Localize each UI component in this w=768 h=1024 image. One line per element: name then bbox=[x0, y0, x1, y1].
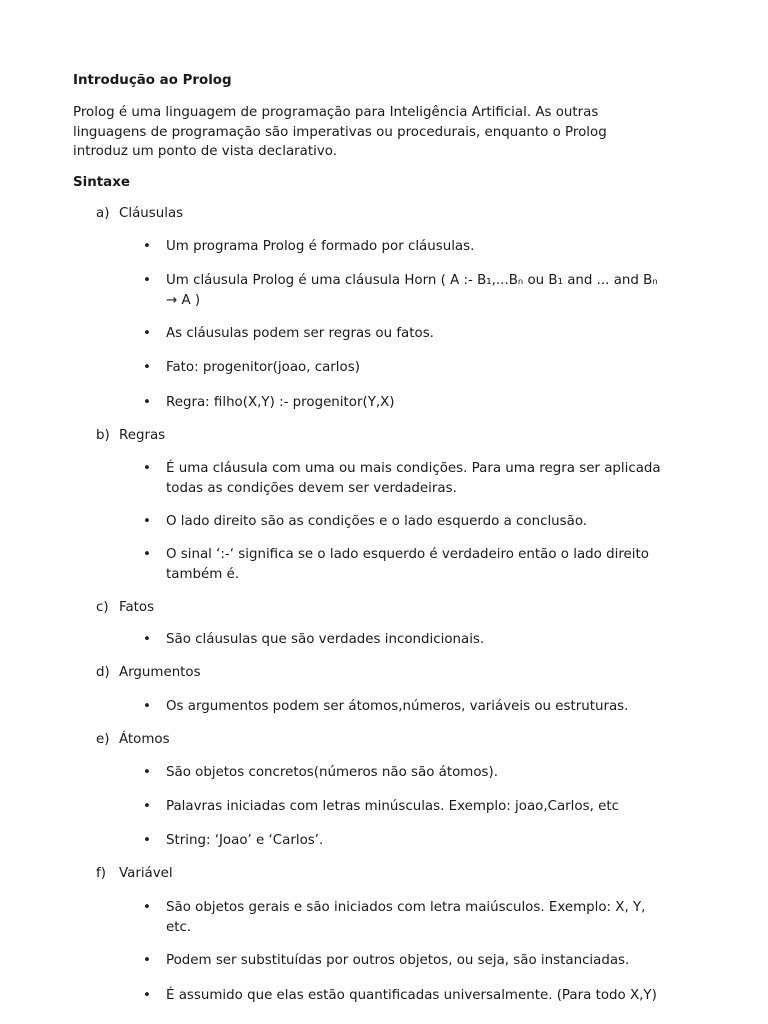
bullet-text: Podem ser substituídas por outros objetos, ou seja, são instanciadas. bbox=[166, 953, 630, 968]
bullet-item bbox=[143, 898, 726, 937]
intro-line: introduz um ponto de vista declarativo. bbox=[73, 144, 337, 159]
list-item-label: Fatos bbox=[119, 600, 155, 615]
document-title: Introdução ao Prolog bbox=[73, 73, 232, 88]
bullet-text: Os argumentos podem ser átomos,números, variáveis ou estruturas. bbox=[166, 699, 629, 714]
bullet-item bbox=[143, 324, 726, 344]
bullet-text: São cláusulas que são verdades incondicionais. bbox=[166, 632, 485, 647]
bullet-point: • bbox=[143, 514, 151, 529]
bullet-text: O lado direito são as condições e o lado esquerdo a conclusão. bbox=[166, 514, 588, 529]
bullet-text: Fato: progenitor(joao, carlos) bbox=[166, 360, 360, 375]
bullet-text: etc. bbox=[166, 919, 192, 935]
bullet-point: • bbox=[143, 699, 151, 714]
bullet-point: • bbox=[143, 988, 151, 1003]
intro-line: Prolog é uma linguagem de programação para Inteligência Artificial. As outras bbox=[73, 105, 599, 120]
list-item-label: Variável bbox=[119, 866, 173, 881]
bullet-text: Palavras iniciadas com letras minúsculas. Exemplo: joao,Carlos, etc bbox=[166, 799, 619, 814]
bullet-point: • bbox=[143, 273, 151, 288]
bullet-text: também é. bbox=[166, 566, 240, 582]
section-title: Sintaxe bbox=[73, 175, 130, 190]
bullet-item bbox=[143, 358, 726, 378]
bullet-text: É uma cláusula com uma ou mais condições. Para uma regra ser aplicada bbox=[166, 461, 661, 476]
bullet-text: Um cláusula Prolog é uma cláusula Horn ( A :- B₁,...Bₙ ou B₁ and ... and Bₙ bbox=[166, 273, 658, 288]
bullet-point: • bbox=[143, 547, 151, 562]
bullet-text: Regra: filho(X,Y) :- progenitor(Y,X) bbox=[166, 395, 395, 410]
bullet-point: • bbox=[143, 326, 151, 341]
list-item-label: Cláusulas bbox=[119, 206, 184, 221]
list-item-marker: b) bbox=[96, 428, 110, 443]
bullet-point: • bbox=[143, 395, 151, 410]
list-item-marker: a) bbox=[96, 206, 110, 221]
list-item-label: Átomos bbox=[119, 732, 170, 747]
bullet-point: • bbox=[143, 833, 151, 848]
list-item-marker: d) bbox=[96, 665, 110, 680]
intro-paragraph bbox=[73, 103, 673, 162]
bullet-item bbox=[143, 271, 726, 310]
bullet-item bbox=[143, 512, 726, 532]
bullet-point: • bbox=[143, 765, 151, 780]
bullet-point: • bbox=[143, 461, 151, 476]
bullet-point: • bbox=[143, 953, 151, 968]
list-item-label: Regras bbox=[119, 428, 166, 443]
bullet-text: Um programa Prolog é formado por cláusulas. bbox=[166, 239, 475, 254]
list-item-label: Argumentos bbox=[119, 665, 201, 680]
bullet-point: • bbox=[143, 799, 151, 814]
bullet-text: São objetos gerais e são iniciados com letra maiúsculos. Exemplo: X, Y, bbox=[166, 900, 646, 915]
bullet-item bbox=[143, 459, 726, 498]
bullet-item bbox=[143, 797, 726, 817]
intro-line: linguagens de programação são imperativas ou procedurais, enquanto o Prolog bbox=[73, 124, 607, 140]
bullet-item bbox=[143, 831, 726, 851]
bullet-item bbox=[143, 545, 726, 584]
bullet-text: O sinal ‘:-‘ significa se o lado esquerdo é verdadeiro então o lado direito bbox=[166, 547, 649, 562]
bullet-item bbox=[143, 237, 726, 257]
bullet-item bbox=[143, 951, 726, 971]
bullet-item bbox=[143, 393, 726, 413]
bullet-item bbox=[143, 986, 726, 1006]
bullet-point: • bbox=[143, 632, 151, 647]
bullet-item bbox=[143, 763, 726, 783]
bullet-point: • bbox=[143, 360, 151, 375]
list-item-marker: e) bbox=[96, 732, 110, 747]
bullet-text: É assumido que elas estão quantificadas universalmente. (Para todo X,Y) bbox=[166, 988, 657, 1003]
bullet-text: As cláusulas podem ser regras ou fatos. bbox=[166, 326, 434, 341]
bullet-item bbox=[143, 630, 726, 650]
list-item-marker: f) bbox=[96, 866, 106, 881]
bullet-item bbox=[143, 697, 726, 717]
bullet-point: • bbox=[143, 239, 151, 254]
bullet-text: São objetos concretos(números não são átomos). bbox=[166, 765, 498, 780]
bullet-text: → A ) bbox=[166, 292, 201, 308]
bullet-text: todas as condições devem ser verdadeiras. bbox=[166, 480, 457, 496]
bullet-text: String: ‘Joao’ e ‘Carlos’. bbox=[166, 833, 324, 848]
bullet-point: • bbox=[143, 900, 151, 915]
list-item-marker: c) bbox=[96, 600, 109, 615]
